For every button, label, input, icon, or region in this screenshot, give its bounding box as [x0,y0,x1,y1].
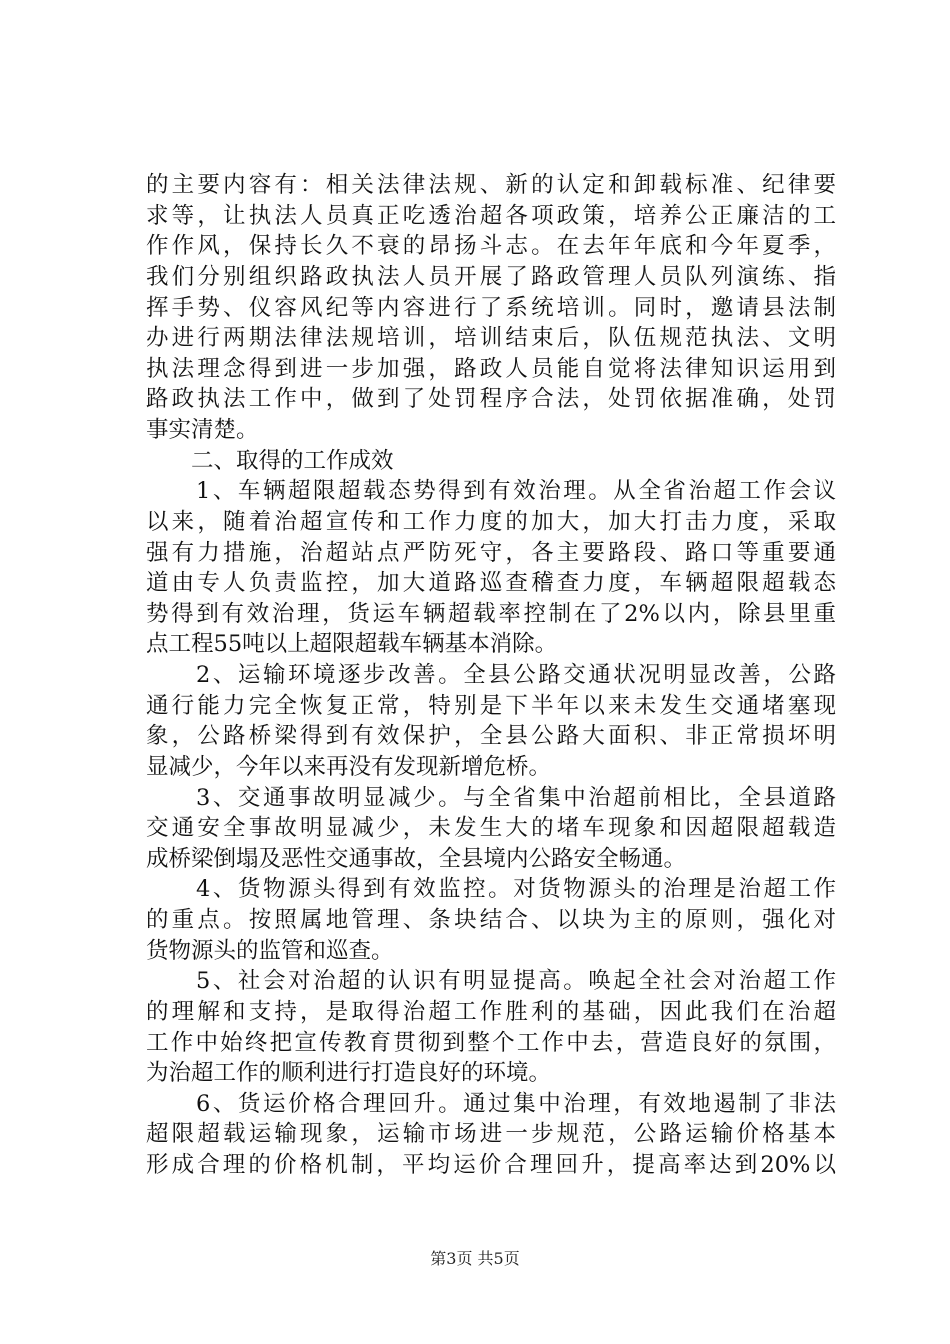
body-text-line: 以来，随着治超宣传和工作力度的加大，加大打击力度，采取 [146,508,836,535]
body-text-line: 形成合理的价格机制，平均运价合理回升，提高率达到20%以 [146,1152,836,1178]
paragraph-first-line: 3、交通事故明显减少。与全省集中治超前相比，全县道路 [146,784,836,811]
body-text-line: 办进行两期法律法规培训，培训结束后，队伍规范执法、文明 [146,325,836,352]
body-text-line: 作作风，保持长久不衰的昂扬斗志。在去年年底和今年夏季， [146,233,836,260]
body-text-line: 超限超载运输现象，运输市场进一步规范，公路运输价格基本 [146,1121,836,1148]
body-text-line: 交通安全事故明显减少，未发生大的堵车现象和因超限超载造 [146,815,836,842]
paragraph-first-line: 1、车辆超限超载态势得到有效治理。从全省治超工作会议 [146,478,836,505]
section-heading: 二、取得的工作成效 [146,447,394,474]
body-text-line: 成桥梁倒塌及恶性交通事故，全县境内公路安全畅通。 [146,845,687,872]
body-text-line: 点工程55吨以上超限超载车辆基本消除。 [146,631,558,658]
paragraph-first-line: 5、社会对治超的认识有明显提高。唤起全社会对治超工作 [146,968,836,995]
body-text-line: 显减少，今年以来再没有发现新增危桥。 [146,753,552,780]
body-text-line: 挥手势、仪容风纪等内容进行了系统培训。同时，邀请县法制 [146,294,836,321]
body-text-line: 强有力措施，治超站点严防死守，各主要路段、路口等重要通 [146,539,836,566]
body-text-line: 的重点。按照属地管理、条块结合、以块为主的原则，强化对 [146,907,836,933]
body-text-line: 象，公路桥梁得到有效保护，全县公路大面积、非正常损坏明 [146,723,836,750]
body-text-line: 通行能力完全恢复正常，特别是下半年以来未发生交通堵塞现 [146,692,836,719]
body-text-line: 的主要内容有：相关法律法规、新的认定和卸载标准、纪律要 [146,172,836,198]
body-text-line: 执法理念得到进一步加强，路政人员能自觉将法律知识运用到 [146,355,836,382]
body-text-line: 势得到有效治理，货运车辆超载率控制在了2%以内，除县里重 [146,600,836,627]
body-text-line: 的理解和支持，是取得治超工作胜利的基础，因此我们在治超 [146,998,836,1025]
body-text-line: 货物源头的监管和巡查。 [146,937,394,964]
paragraph-first-line: 6、货运价格合理回升。通过集中治理，有效地遏制了非法 [146,1090,836,1117]
body-text-line: 事实清楚。 [146,417,259,443]
body-text-line: 求等，让执法人员真正吃透治超各项政策，培养公正廉洁的工 [146,202,836,229]
paragraph-first-line: 2、运输环境逐步改善。全县公路交通状况明显改善，公路 [146,662,836,688]
body-text-line: 为治超工作的顺利进行打造良好的环境。 [146,1060,552,1087]
page-footer: 第3页 共5页 [430,1249,520,1268]
paragraph-first-line: 4、货物源头得到有效监控。对货物源头的治理是治超工作 [146,876,836,903]
body-text-line: 路政执法工作中，做到了处罚程序合法，处罚依据准确，处罚 [146,386,836,413]
body-text-line: 我们分别组织路政执法人员开展了路政管理人员队列演练、指 [146,263,836,290]
body-text-line: 工作中始终把宣传教育贯彻到整个工作中去，营造良好的氛围， [146,1029,836,1056]
body-text-line: 道由专人负责监控，加大道路巡查稽查力度，车辆超限超载态 [146,570,836,597]
